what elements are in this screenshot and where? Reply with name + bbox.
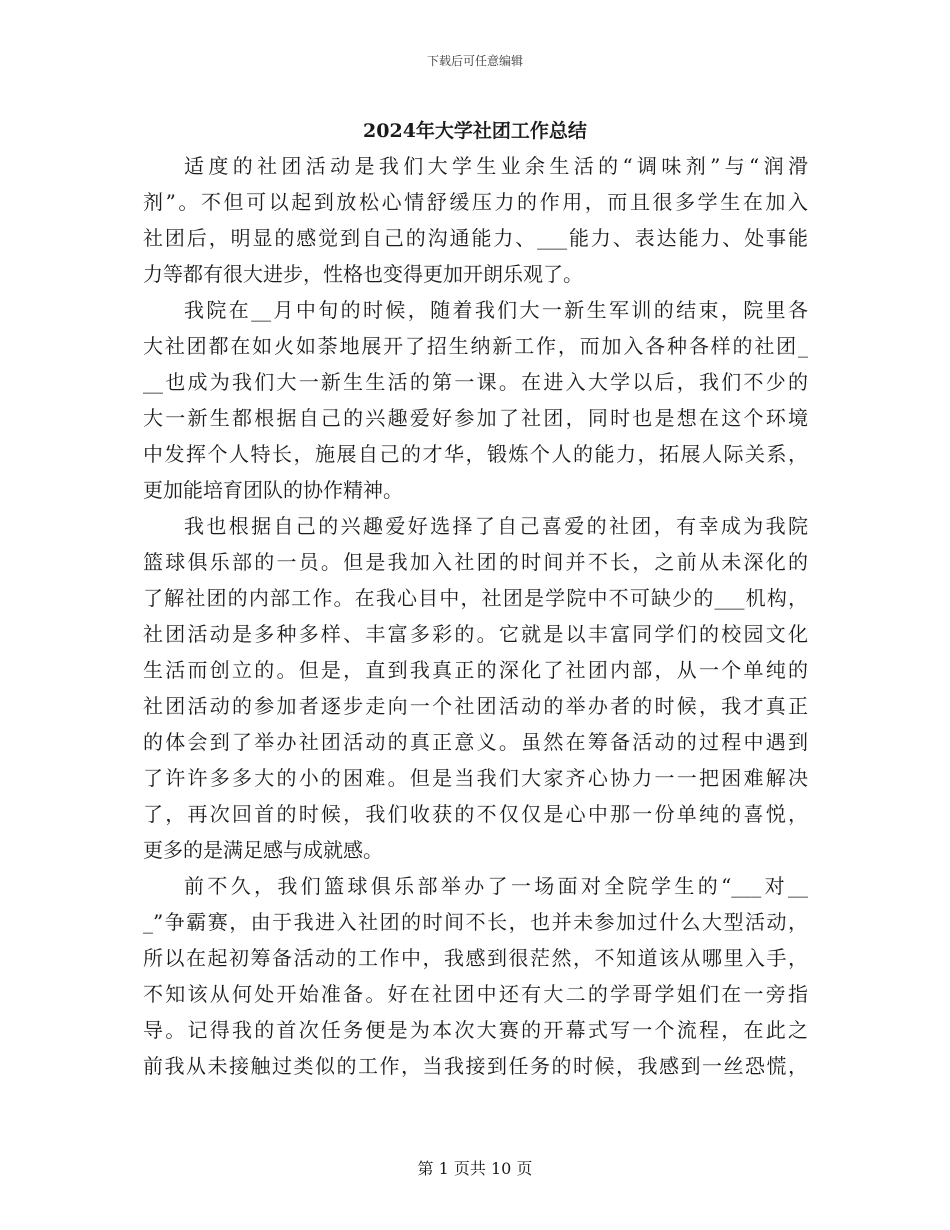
text-line: 导。记得我的首次任务便是为本次大赛的开幕式写一个流程，在此之	[143, 1018, 808, 1042]
document-body	[143, 148, 808, 1084]
text-line: 大社团都在如火如荼地展开了招生纳新工作，而加入各种各样的社团_	[143, 334, 808, 358]
text-line: 所以在起初筹备活动的工作中，我感到很茫然，不知道该从哪里入手，	[143, 946, 808, 970]
text-line: 社团后，明显的感觉到自己的沟通能力、___能力、表达能力、处事能	[143, 226, 808, 250]
text-line: 中发挥个人特长，施展自己的才华，锻炼个人的能力，拓展人际关系，	[143, 442, 808, 466]
text-line: 适度的社团活动是我们大学生业余生活的“调味剂”与“润滑	[184, 154, 808, 178]
text-line: 我也根据自己的兴趣爱好选择了自己喜爱的社团，有幸成为我院	[184, 514, 808, 538]
text-line: 力等都有很大进步，性格也变得更加开朗乐观了。	[143, 262, 583, 286]
page-number-footer: 第 1 页共 10 页	[417, 1159, 533, 1178]
text-line: 前我从未接触过类似的工作，当我接到任务的时候，我感到一丝恐慌，	[143, 1054, 808, 1078]
text-line: 篮球俱乐部的一员。但是我加入社团的时间并不长，之前从未深化的	[143, 550, 808, 574]
page-header-note: 下载后可任意编辑	[426, 54, 523, 68]
text-line: 不知该从何处开始准备。好在社团中还有大二的学哥学姐们在一旁指	[143, 982, 808, 1006]
document-title: 2024年大学社团工作总结	[363, 120, 587, 142]
paragraph-4	[143, 868, 808, 1084]
text-line: 前不久，我们篮球俱乐部举办了一场面对全院学生的“___对__	[184, 874, 808, 898]
paragraph-2	[143, 292, 808, 508]
text-line: 的体会到了举办社团活动的真正意义。虽然在筹备活动的过程中遇到	[143, 730, 808, 754]
paragraph-1	[143, 148, 808, 292]
text-line: 生活而创立的。但是，直到我真正的深化了社团内部，从一个单纯的	[143, 658, 808, 682]
text-line: 社团活动是多种多样、丰富多彩的。它就是以丰富同学们的校园文化	[143, 622, 808, 646]
text-line: 社团活动的参加者逐步走向一个社团活动的举办者的时候，我才真正	[143, 694, 808, 718]
text-line: 剂”。不但可以起到放松心情舒缓压力的作用，而且很多学生在加入	[143, 190, 808, 214]
text-line: 了，再次回首的时候，我们收获的不仅仅是心中那一份单纯的喜悦，	[143, 802, 808, 826]
text-line: 了解社团的内部工作。在我心目中，社团是学院中不可缺少的___机构，	[143, 586, 808, 610]
text-line: 大一新生都根据自己的兴趣爱好参加了社团，同时也是想在这个环境	[143, 406, 808, 430]
text-line: _”争霸赛，由于我进入社团的时间不长，也并未参加过什么大型活动，	[143, 910, 808, 934]
text-line: 我院在__月中旬的时候，随着我们大一新生军训的结束，院里各	[184, 298, 808, 322]
text-line: 了许许多多大的小的困难。但是当我们大家齐心协力一一把困难解决	[143, 766, 808, 790]
paragraph-3	[143, 508, 808, 868]
text-line: __也成为我们大一新生生活的第一课。在进入大学以后，我们不少的	[143, 370, 808, 394]
text-line: 更多的是满足感与成就感。	[143, 838, 383, 862]
text-line: 更加能培育团队的协作精神。	[143, 478, 403, 502]
